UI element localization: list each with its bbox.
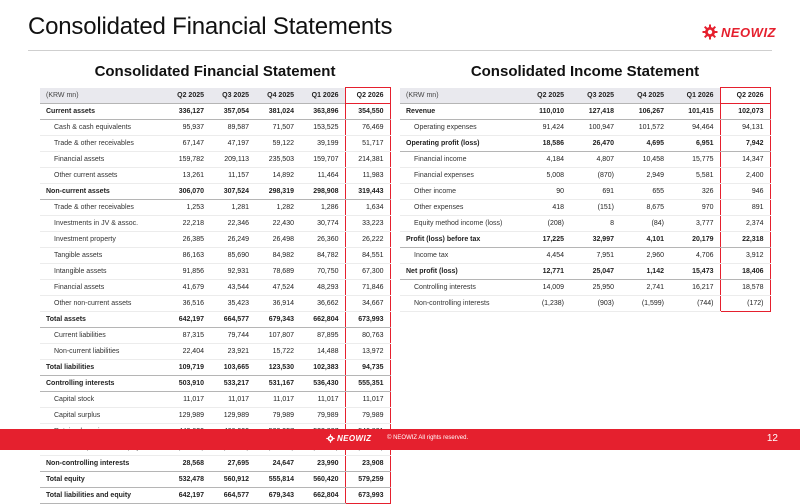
cell-value: 532,478 xyxy=(165,472,210,488)
row-label: Financial income xyxy=(400,152,520,168)
cell-value: 86,163 xyxy=(165,248,210,264)
cell-value: 22,346 xyxy=(210,216,255,232)
cell-value: 22,218 xyxy=(165,216,210,232)
column-header-highlight: Q2 2026 xyxy=(720,88,770,104)
cell-value: 2,960 xyxy=(620,248,670,264)
cell-value: 107,807 xyxy=(255,328,300,344)
neowiz-gear-icon xyxy=(326,434,335,443)
row-label: Controlling interests xyxy=(400,280,520,296)
cell-value: 47,524 xyxy=(255,280,300,296)
cell-value: 11,017 xyxy=(210,392,255,408)
cell-value: 25,950 xyxy=(570,280,620,296)
cell-value: 662,804 xyxy=(300,312,345,328)
cell-value: 153,525 xyxy=(300,120,345,136)
table-row xyxy=(40,488,390,504)
cell-value: 11,983 xyxy=(345,168,390,184)
row-label: Total equity xyxy=(40,472,165,488)
table-row xyxy=(40,360,390,376)
cell-value: 6,951 xyxy=(670,136,720,152)
cell-value: 79,989 xyxy=(300,408,345,424)
cell-value: 71,507 xyxy=(255,120,300,136)
table-row xyxy=(40,248,390,264)
cell-value: 946 xyxy=(720,184,770,200)
cell-value: 14,009 xyxy=(520,280,570,296)
row-label: Operating expenses xyxy=(400,120,520,136)
row-label: Other expenses xyxy=(400,200,520,216)
row-label: Controlling interests xyxy=(40,376,165,392)
cell-value: 159,782 xyxy=(165,152,210,168)
cell-value: 91,856 xyxy=(165,264,210,280)
cell-value: 28,568 xyxy=(165,456,210,472)
cell-value: 531,167 xyxy=(255,376,300,392)
cell-value: 2,741 xyxy=(620,280,670,296)
row-label: Income tax xyxy=(400,248,520,264)
cell-value: 102,383 xyxy=(300,360,345,376)
cell-value: 15,473 xyxy=(670,264,720,280)
row-label: Total liabilities xyxy=(40,360,165,376)
cell-value: 326 xyxy=(670,184,720,200)
cell-value: 679,343 xyxy=(255,312,300,328)
cell-value: 418 xyxy=(520,200,570,216)
cell-value: 95,937 xyxy=(165,120,210,136)
cell-value: 110,010 xyxy=(520,104,570,120)
table-row xyxy=(400,248,770,264)
table-row xyxy=(40,472,390,488)
cell-value: 12,771 xyxy=(520,264,570,280)
row-label: Non-controlling interests xyxy=(40,456,165,472)
table-row xyxy=(40,168,390,184)
cell-value: 14,488 xyxy=(300,344,345,360)
cell-value: 102,073 xyxy=(720,104,770,120)
table-row xyxy=(40,120,390,136)
cell-value: 101,572 xyxy=(620,120,670,136)
row-label: Operating profit (loss) xyxy=(400,136,520,152)
row-label: Financial expenses xyxy=(400,168,520,184)
cell-value: 5,008 xyxy=(520,168,570,184)
row-label: Financial assets xyxy=(40,280,165,296)
cell-value: 48,293 xyxy=(300,280,345,296)
title-divider xyxy=(28,50,772,51)
table-row xyxy=(400,232,770,248)
cell-value: 642,197 xyxy=(165,488,210,504)
column-header: Q1 2026 xyxy=(686,91,714,99)
row-label: Current assets xyxy=(40,104,165,120)
footer-bar xyxy=(0,429,800,450)
cell-value: 2,949 xyxy=(620,168,670,184)
table-row xyxy=(40,296,390,312)
cell-value: 555,814 xyxy=(255,472,300,488)
cell-value: 34,667 xyxy=(345,296,390,312)
cell-value: 33,223 xyxy=(345,216,390,232)
row-label: Investments in JV & assoc. xyxy=(40,216,165,232)
cell-value: 319,443 xyxy=(345,184,390,200)
cell-value: 87,895 xyxy=(300,328,345,344)
row-label: Investment property xyxy=(40,232,165,248)
cell-value: (744) xyxy=(670,296,720,312)
cell-value: 71,846 xyxy=(345,280,390,296)
cell-value: 32,997 xyxy=(570,232,620,248)
cell-value: 94,131 xyxy=(720,120,770,136)
footer-logo xyxy=(326,434,371,443)
cell-value: 43,544 xyxy=(210,280,255,296)
cell-value: 381,024 xyxy=(255,104,300,120)
cell-value: 555,351 xyxy=(345,376,390,392)
cell-value: 91,424 xyxy=(520,120,570,136)
row-label: Other current assets xyxy=(40,168,165,184)
table-row xyxy=(400,104,770,120)
cell-value: 7,942 xyxy=(720,136,770,152)
cell-value: 664,577 xyxy=(210,312,255,328)
cell-value: 2,374 xyxy=(720,216,770,232)
cell-value: 970 xyxy=(670,200,720,216)
table-row xyxy=(40,392,390,408)
cell-value: 691 xyxy=(570,184,620,200)
cell-value: 4,184 xyxy=(520,152,570,168)
cell-value: 84,982 xyxy=(255,248,300,264)
cell-value: 18,586 xyxy=(520,136,570,152)
table-row xyxy=(400,168,770,184)
cell-value: 11,464 xyxy=(300,168,345,184)
cell-value: 306,070 xyxy=(165,184,210,200)
cell-value: 79,744 xyxy=(210,328,255,344)
cell-value: 11,017 xyxy=(345,392,390,408)
cell-value: 209,113 xyxy=(210,152,255,168)
cell-value: 87,315 xyxy=(165,328,210,344)
row-label: Other non-current assets xyxy=(40,296,165,312)
cell-value: 11,157 xyxy=(210,168,255,184)
cell-value: 673,993 xyxy=(345,312,390,328)
row-label: Total assets xyxy=(40,312,165,328)
row-label: Non-controlling interests xyxy=(400,296,520,312)
cell-value: 1,634 xyxy=(345,200,390,216)
table-row xyxy=(400,120,770,136)
cell-value: 20,179 xyxy=(670,232,720,248)
table-header-row xyxy=(40,88,390,104)
cell-value: 109,719 xyxy=(165,360,210,376)
balance-sheet-title: Consolidated Financial Statement xyxy=(94,63,336,80)
table-row xyxy=(40,328,390,344)
table-row xyxy=(40,408,390,424)
cell-value: 4,807 xyxy=(570,152,620,168)
row-label: Net profit (loss) xyxy=(400,264,520,280)
cell-value: 26,360 xyxy=(300,232,345,248)
cell-value: 11,017 xyxy=(165,392,210,408)
cell-value: 336,127 xyxy=(165,104,210,120)
cell-value: 354,550 xyxy=(345,104,390,120)
column-header: Q4 2025 xyxy=(637,91,664,99)
cell-value: 67,300 xyxy=(345,264,390,280)
row-label: Profit (loss) before tax xyxy=(400,232,520,248)
cell-value: 36,914 xyxy=(255,296,300,312)
cell-value: (208) xyxy=(520,216,570,232)
cell-value: 26,385 xyxy=(165,232,210,248)
row-label: Other income xyxy=(400,184,520,200)
cell-value: 1,142 xyxy=(620,264,670,280)
cell-value: 4,695 xyxy=(620,136,670,152)
cell-value: 363,896 xyxy=(300,104,345,120)
cell-value: 536,430 xyxy=(300,376,345,392)
cell-value: 26,470 xyxy=(570,136,620,152)
unit-label: (KRW mn) xyxy=(406,91,439,99)
row-label: Non-current liabilities xyxy=(40,344,165,360)
row-label: Current liabilities xyxy=(40,328,165,344)
row-label: Trade & other receivables xyxy=(40,200,165,216)
table-row xyxy=(40,456,390,472)
cell-value: 127,418 xyxy=(570,104,620,120)
table-row xyxy=(40,232,390,248)
table-row xyxy=(400,152,770,168)
cell-value: 673,993 xyxy=(345,488,390,504)
cell-value: 23,990 xyxy=(300,456,345,472)
cell-value: 59,122 xyxy=(255,136,300,152)
row-label: Trade & other receivables xyxy=(40,136,165,152)
cell-value: (870) xyxy=(570,168,620,184)
cell-value: 25,047 xyxy=(570,264,620,280)
cell-value: 2,400 xyxy=(720,168,770,184)
cell-value: 14,347 xyxy=(720,152,770,168)
cell-value: 51,717 xyxy=(345,136,390,152)
table-row xyxy=(40,200,390,216)
cell-value: 106,267 xyxy=(620,104,670,120)
cell-value: (84) xyxy=(620,216,670,232)
cell-value: 642,197 xyxy=(165,312,210,328)
cell-value: 23,921 xyxy=(210,344,255,360)
neowiz-gear-icon xyxy=(702,24,718,40)
table-row xyxy=(40,280,390,296)
row-label: Equity method income (loss) xyxy=(400,216,520,232)
table-row xyxy=(400,136,770,152)
cell-value: 26,222 xyxy=(345,232,390,248)
copyright-text: © NEOWIZ All rights reserved. xyxy=(387,435,469,441)
cell-value: 8,675 xyxy=(620,200,670,216)
cell-value: 94,464 xyxy=(670,120,720,136)
cell-value: 533,217 xyxy=(210,376,255,392)
cell-value: 560,912 xyxy=(210,472,255,488)
cell-value: 655 xyxy=(620,184,670,200)
page-number: 12 xyxy=(766,433,778,444)
cell-value: 85,690 xyxy=(210,248,255,264)
cell-value: 13,972 xyxy=(345,344,390,360)
cell-value: 1,286 xyxy=(300,200,345,216)
cell-value: 84,551 xyxy=(345,248,390,264)
cell-value: 13,261 xyxy=(165,168,210,184)
row-label: Financial assets xyxy=(40,152,165,168)
table-row xyxy=(40,376,390,392)
cell-value: 47,197 xyxy=(210,136,255,152)
cell-value: 664,577 xyxy=(210,488,255,504)
table-row xyxy=(40,312,390,328)
cell-value: 4,101 xyxy=(620,232,670,248)
page-title: Consolidated Financial Statements xyxy=(28,13,393,40)
cell-value: 1,281 xyxy=(210,200,255,216)
cell-value: 78,689 xyxy=(255,264,300,280)
row-label: Total liabilities and equity xyxy=(40,488,165,504)
cell-value: 11,017 xyxy=(300,392,345,408)
cell-value: (1,238) xyxy=(520,296,570,312)
cell-value: 10,458 xyxy=(620,152,670,168)
column-header: Q2 2025 xyxy=(177,91,204,99)
column-header-highlight: Q2 2026 xyxy=(345,88,390,104)
cell-value: 679,343 xyxy=(255,488,300,504)
cell-value: 235,503 xyxy=(255,152,300,168)
row-label: Tangible assets xyxy=(40,248,165,264)
cell-value: 129,989 xyxy=(165,408,210,424)
cell-value: 30,774 xyxy=(300,216,345,232)
cell-value: 16,217 xyxy=(670,280,720,296)
row-label: Non-current assets xyxy=(40,184,165,200)
brand-logo xyxy=(702,24,776,40)
income-statement-table xyxy=(400,87,771,312)
cell-value: 11,017 xyxy=(255,392,300,408)
column-header: Q4 2025 xyxy=(267,91,294,99)
table-row xyxy=(40,152,390,168)
cell-value: 89,587 xyxy=(210,120,255,136)
table-row xyxy=(400,264,770,280)
cell-value: 22,404 xyxy=(165,344,210,360)
cell-value: (151) xyxy=(570,200,620,216)
cell-value: 17,225 xyxy=(520,232,570,248)
row-label: Revenue xyxy=(400,104,520,120)
cell-value: (1,599) xyxy=(620,296,670,312)
cell-value: 307,524 xyxy=(210,184,255,200)
cell-value: 23,908 xyxy=(345,456,390,472)
cell-value: 36,662 xyxy=(300,296,345,312)
cell-value: 662,804 xyxy=(300,488,345,504)
column-header: Q1 2026 xyxy=(311,91,339,99)
table-row xyxy=(40,264,390,280)
row-label: Capital stock xyxy=(40,392,165,408)
footer-brand: NEOWIZ xyxy=(337,434,372,443)
income-statement-title: Consolidated Income Statement xyxy=(470,63,700,80)
table-row xyxy=(400,184,770,200)
cell-value: 4,706 xyxy=(670,248,720,264)
cell-value: 94,735 xyxy=(345,360,390,376)
cell-value: 79,989 xyxy=(255,408,300,424)
column-header: Q3 2025 xyxy=(587,91,614,99)
cell-value: 22,430 xyxy=(255,216,300,232)
cell-value: 503,910 xyxy=(165,376,210,392)
cell-value: 41,679 xyxy=(165,280,210,296)
table-row xyxy=(400,216,770,232)
cell-value: 129,989 xyxy=(210,408,255,424)
table-row xyxy=(40,104,390,120)
cell-value: 15,775 xyxy=(670,152,720,168)
cell-value: 4,454 xyxy=(520,248,570,264)
cell-value: 22,318 xyxy=(720,232,770,248)
cell-value: 35,423 xyxy=(210,296,255,312)
cell-value: 79,989 xyxy=(345,408,390,424)
cell-value: 18,406 xyxy=(720,264,770,280)
cell-value: 560,420 xyxy=(300,472,345,488)
cell-value: 70,750 xyxy=(300,264,345,280)
cell-value: 3,777 xyxy=(670,216,720,232)
row-label: Intangible assets xyxy=(40,264,165,280)
cell-value: 39,199 xyxy=(300,136,345,152)
cell-value: 103,665 xyxy=(210,360,255,376)
brand-name: NEOWIZ xyxy=(721,24,776,40)
cell-value: 101,415 xyxy=(670,104,720,120)
table-row xyxy=(40,184,390,200)
cell-value: 14,892 xyxy=(255,168,300,184)
cell-value: 8 xyxy=(570,216,620,232)
cell-value: 24,647 xyxy=(255,456,300,472)
cell-value: (172) xyxy=(720,296,770,312)
table-row xyxy=(400,280,770,296)
cell-value: 84,782 xyxy=(300,248,345,264)
cell-value: 1,282 xyxy=(255,200,300,216)
cell-value: 36,516 xyxy=(165,296,210,312)
table-row xyxy=(400,296,770,312)
cell-value: 5,581 xyxy=(670,168,720,184)
table-row xyxy=(40,136,390,152)
cell-value: 123,530 xyxy=(255,360,300,376)
cell-value: 67,147 xyxy=(165,136,210,152)
table-row xyxy=(40,344,390,360)
cell-value: 100,947 xyxy=(570,120,620,136)
cell-value: 579,259 xyxy=(345,472,390,488)
cell-value: 26,498 xyxy=(255,232,300,248)
cell-value: 7,951 xyxy=(570,248,620,264)
cell-value: 18,578 xyxy=(720,280,770,296)
cell-value: 90 xyxy=(520,184,570,200)
unit-label: (KRW mn) xyxy=(46,91,79,99)
table-header-row xyxy=(400,88,770,104)
cell-value: 80,763 xyxy=(345,328,390,344)
cell-value: 891 xyxy=(720,200,770,216)
cell-value: 357,054 xyxy=(210,104,255,120)
cell-value: 214,381 xyxy=(345,152,390,168)
cell-value: 298,908 xyxy=(300,184,345,200)
cell-value: (903) xyxy=(570,296,620,312)
cell-value: 15,722 xyxy=(255,344,300,360)
cell-value: 1,253 xyxy=(165,200,210,216)
cell-value: 92,931 xyxy=(210,264,255,280)
cell-value: 159,707 xyxy=(300,152,345,168)
cell-value: 27,695 xyxy=(210,456,255,472)
row-label: Cash & cash equivalents xyxy=(40,120,165,136)
cell-value: 3,912 xyxy=(720,248,770,264)
table-row xyxy=(400,200,770,216)
column-header: Q2 2025 xyxy=(537,91,564,99)
cell-value: 26,249 xyxy=(210,232,255,248)
table-row xyxy=(40,216,390,232)
row-label: Capital surplus xyxy=(40,408,165,424)
cell-value: 76,469 xyxy=(345,120,390,136)
column-header: Q3 2025 xyxy=(222,91,249,99)
cell-value: 298,319 xyxy=(255,184,300,200)
